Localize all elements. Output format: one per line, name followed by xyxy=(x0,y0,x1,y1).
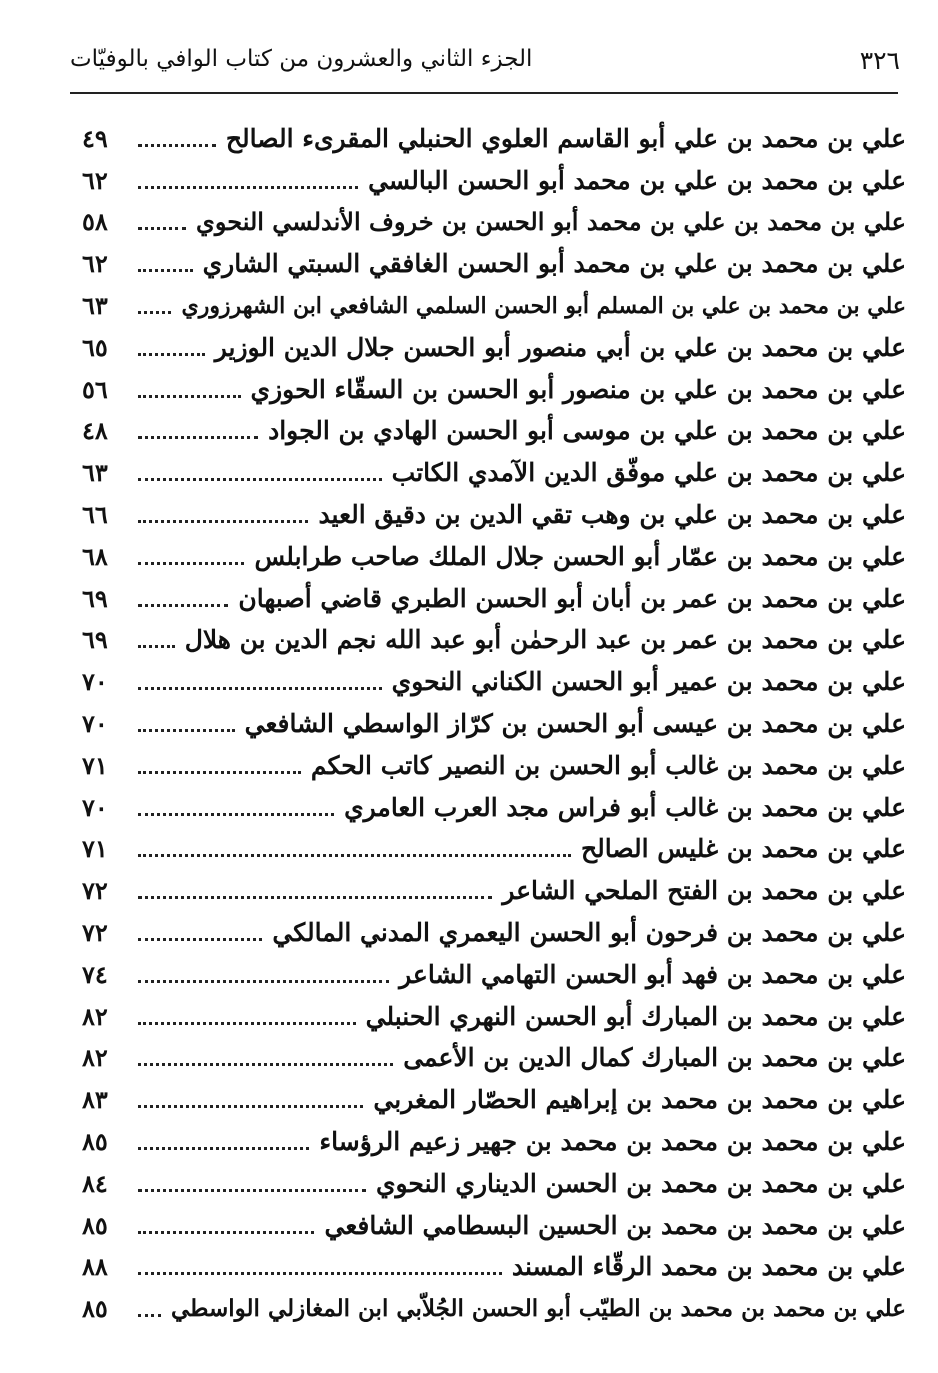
dot-leader xyxy=(138,1063,393,1066)
entry-name: علي بن محمد بن المبارك أبو الحسن النهري الحنبلي xyxy=(365,1001,906,1031)
entry-name: علي بن محمد بن غالب أبو الحسن بن النصير كاتب الحكم xyxy=(310,750,906,780)
index-entry xyxy=(82,363,906,405)
page-number: ٣٢٦ xyxy=(859,46,900,75)
entry-page-number: ٨٣ xyxy=(82,1085,108,1115)
entry-page-number: ٧١ xyxy=(82,750,108,780)
dot-leader xyxy=(138,938,262,941)
entry-name: علي بن محمد بن علي بن محمد أبو الحسن البالسي xyxy=(368,165,906,195)
dot-leader xyxy=(138,1231,314,1234)
entry-name: علي بن محمد بن محمد الرقّاء المسند xyxy=(511,1252,906,1282)
index-entry xyxy=(82,154,906,196)
entry-page-number: ٨٤ xyxy=(82,1168,108,1198)
entry-page-number: ٧٠ xyxy=(82,708,108,738)
entry-page-number: ٦٩ xyxy=(82,583,108,613)
entry-page-number: ٧٢ xyxy=(82,917,108,947)
entry-name: علي بن محمد بن عمر بن أبان أبو الحسن الطبري قاضي أصبهان xyxy=(238,583,906,613)
dot-leader xyxy=(138,227,186,230)
entry-name: علي بن محمد بن عمر بن عبد الرحمٰن أبو عبد الله نجم الدين بن هلال xyxy=(184,625,906,655)
index-entry xyxy=(82,1115,906,1157)
index-entry xyxy=(82,321,906,363)
entry-name: علي بن محمد بن غليس الصالح xyxy=(580,834,906,864)
dot-leader xyxy=(138,144,216,147)
dot-leader xyxy=(138,854,571,857)
entry-name: علي بن محمد بن علي بن محمد أبو الحسن الغافقي السبتي الشاري xyxy=(202,249,906,279)
dot-leader xyxy=(138,1147,309,1150)
index-entry xyxy=(82,781,906,823)
dot-leader xyxy=(138,353,205,356)
index-entry xyxy=(82,405,906,447)
index-entry xyxy=(82,488,906,530)
dot-leader xyxy=(138,1105,363,1108)
index-entry xyxy=(82,279,906,321)
dot-leader xyxy=(138,980,389,983)
entry-page-number: ٦٩ xyxy=(82,625,108,655)
index-entry xyxy=(82,906,906,948)
header-rule xyxy=(70,92,898,94)
index-entry xyxy=(82,739,906,781)
entry-name: علي بن محمد بن محمد بن الطيّب أبو الحسن الجُلاّبي ابن المغازلي الواسطي xyxy=(170,1295,906,1323)
index-entry xyxy=(82,1199,906,1241)
entry-name: علي بن محمد بن علي بن المسلم أبو الحسن السلمي الشافعي ابن الشهرزوري xyxy=(181,292,906,319)
entry-name: علي بن محمد بن عيسى أبو الحسن بن كرّاز الواسطي الشافعي xyxy=(244,708,906,738)
entry-name: علي بن محمد بن محمد بن إبراهيم الحصّار المغربي xyxy=(373,1085,906,1115)
entry-name: علي بن محمد بن فهد أبو الحسن التهامي الشاعر xyxy=(399,959,906,989)
entry-page-number: ٨٥ xyxy=(82,1294,108,1324)
dot-leader xyxy=(138,269,193,272)
entry-name: علي بن محمد بن علي بن منصور أبو الحسن بن السقّاء الحوزي xyxy=(250,374,906,404)
index-entry xyxy=(82,572,906,614)
entry-name: علي بن محمد بن علي بن أبي منصور أبو الحسن جلال الدين الوزير xyxy=(214,332,906,362)
entry-page-number: ٦٦ xyxy=(82,499,108,529)
dot-leader xyxy=(138,1272,502,1275)
entry-name: علي بن محمد بن علي بن محمد أبو الحسن بن خروف الأندلسي النحوي xyxy=(196,207,906,237)
entry-name: علي بن محمد بن علي أبو القاسم العلوي الحنبلي المقرىء الصالح xyxy=(225,123,906,153)
dot-leader xyxy=(138,562,244,565)
entry-name: علي بن محمد بن المبارك كمال الدين بن الأعمى xyxy=(403,1043,906,1073)
dot-leader xyxy=(138,645,175,648)
dot-leader xyxy=(138,520,308,523)
entry-page-number: ٦٥ xyxy=(82,332,108,362)
entry-page-number: ٦٣ xyxy=(82,458,108,488)
index-entry xyxy=(82,1282,906,1324)
index-entry xyxy=(82,655,906,697)
entry-page-number: ٧٢ xyxy=(82,876,108,906)
entry-page-number: ٦٢ xyxy=(82,165,108,195)
page-header xyxy=(70,40,900,88)
entry-page-number: ٧٠ xyxy=(82,667,108,697)
dot-leader xyxy=(138,813,334,816)
entry-page-number: ٧١ xyxy=(82,834,108,864)
entry-page-number: ٧٤ xyxy=(82,959,108,989)
entry-page-number: ٨٢ xyxy=(82,1043,108,1073)
entry-name: علي بن محمد بن غالب أبو فراس مجد العرب العامري xyxy=(344,792,906,822)
index-entry xyxy=(82,530,906,572)
dot-leader xyxy=(138,729,235,732)
index-entry xyxy=(82,864,906,906)
index-entry xyxy=(82,1032,906,1074)
dot-leader xyxy=(138,186,358,189)
entry-name: علي بن محمد بن فرحون أبو الحسن اليعمري المدني المالكي xyxy=(272,917,906,947)
entry-name: علي بن محمد بن عمير أبو الحسن الكناني النحوي xyxy=(391,667,906,697)
index-entry xyxy=(82,823,906,865)
index-entry xyxy=(82,1157,906,1199)
entry-page-number: ٨٥ xyxy=(82,1210,108,1240)
entry-page-number: ٨٢ xyxy=(82,1001,108,1031)
entry-name: علي بن محمد بن محمد بن الحسين البسطامي الشافعي xyxy=(324,1210,906,1240)
index-entry xyxy=(82,112,906,154)
entry-page-number: ٧٠ xyxy=(82,792,108,822)
dot-leader xyxy=(138,436,258,439)
index-entry xyxy=(82,948,906,990)
dot-leader xyxy=(138,604,228,607)
entry-page-number: ٨٥ xyxy=(82,1126,108,1156)
index-entry xyxy=(82,697,906,739)
entry-page-number: ٦٢ xyxy=(82,249,108,279)
entry-name: علي بن محمد بن علي بن وهب تقي الدين بن دقيق العيد xyxy=(318,499,906,529)
entry-page-number: ٤٩ xyxy=(82,123,108,153)
dot-leader xyxy=(138,478,382,481)
entry-page-number: ٥٦ xyxy=(82,374,108,404)
dot-leader xyxy=(138,311,171,314)
dot-leader xyxy=(138,395,241,398)
entry-name: علي بن محمد بن الفتح الملحي الشاعر xyxy=(502,876,906,906)
index-entry xyxy=(82,237,906,279)
dot-leader xyxy=(138,1189,366,1192)
dot-leader xyxy=(138,687,382,690)
dot-leader xyxy=(138,1022,356,1025)
index-entry xyxy=(82,196,906,238)
index-entry xyxy=(82,614,906,656)
index-entry xyxy=(82,1073,906,1115)
entry-name: علي بن محمد بن عمّار أبو الحسن جلال الملك صاحب طرابلس xyxy=(254,541,906,571)
running-title: الجزء الثاني والعشرون من كتاب الوافي بالوفيّات xyxy=(70,46,533,72)
entry-page-number: ٥٨ xyxy=(82,207,108,237)
entry-name: علي بن محمد بن علي بن موسى أبو الحسن الهادي بن الجواد xyxy=(268,416,906,446)
index-entry xyxy=(82,990,906,1032)
dot-leader xyxy=(138,896,492,899)
entry-page-number: ٦٣ xyxy=(82,290,108,320)
entry-name: علي بن محمد بن علي موفّق الدين الآمدي الكاتب xyxy=(391,458,906,488)
entry-page-number: ٤٨ xyxy=(82,416,108,446)
index-entries-list xyxy=(82,112,906,1324)
dot-leader xyxy=(138,1314,161,1317)
entry-page-number: ٨٨ xyxy=(82,1252,108,1282)
entry-name: علي بن محمد بن محمد بن محمد بن جهير زعيم الرؤساء xyxy=(319,1126,906,1156)
index-entry xyxy=(82,446,906,488)
dot-leader xyxy=(138,771,301,774)
entry-name: علي بن محمد بن محمد بن الحسن الديناري النحوي xyxy=(375,1168,906,1198)
index-entry xyxy=(82,1241,906,1283)
entry-page-number: ٦٨ xyxy=(82,541,108,571)
